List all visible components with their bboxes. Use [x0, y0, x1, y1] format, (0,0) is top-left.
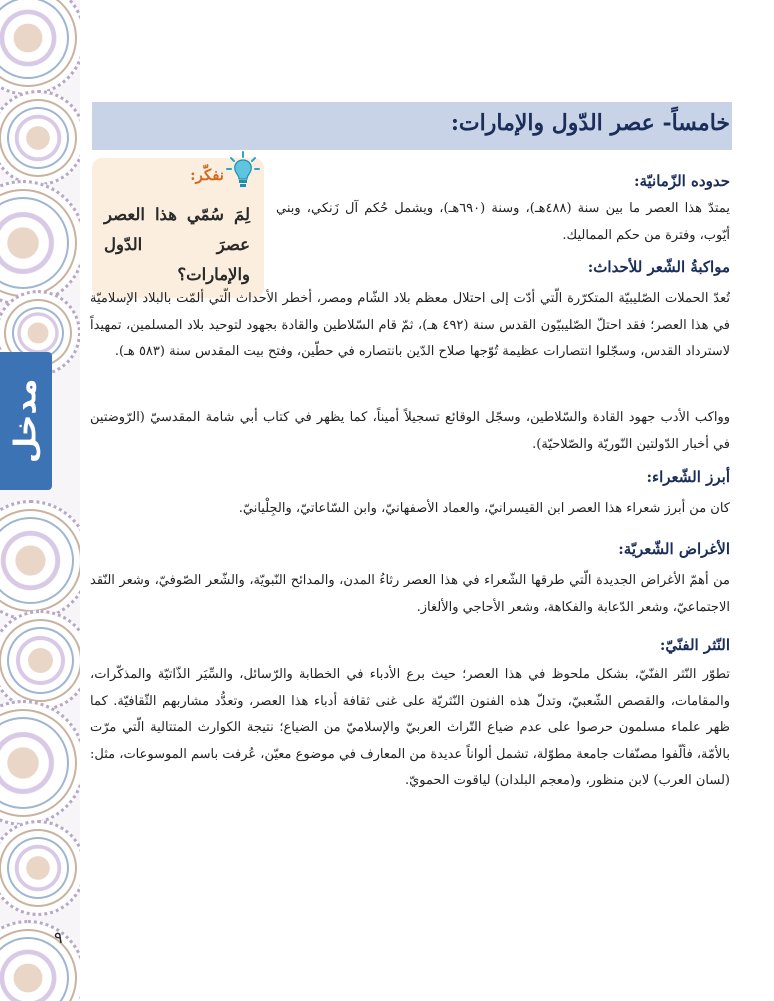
mandala-ornament	[0, 610, 80, 711]
mandala-ornament	[0, 700, 80, 826]
mandala-ornament	[0, 0, 80, 96]
think-label: نفكّر:	[190, 166, 224, 184]
mandala-ornament	[0, 90, 80, 186]
section-title: خامساً- عصر الدّول والإمارات:	[450, 110, 730, 136]
heading-artistic-prose: النّثر الفنّيّ:	[659, 636, 730, 654]
heading-poetic-purposes: الأغراض الشّعريّة:	[618, 540, 730, 558]
mandala-ornament	[0, 920, 80, 1001]
heading-notable-poets: أبرز الشّعراء:	[646, 468, 730, 486]
heading-poetry-events: مواكبةُ الشّعر للأحداث:	[587, 258, 730, 276]
heading-time-borders: حدوده الزّمانيّة:	[633, 172, 730, 190]
mandala-ornament	[0, 500, 80, 621]
chapter-tab-label: مدخل	[8, 378, 44, 464]
lightbulb-icon	[226, 150, 260, 190]
paragraph-poetry-events-1: تُعدّ الحملات الصّليبيّة المتكرّرة الّتي أدّت إلى احتلال معظم بلاد الشّام ومصر، أخطر الأحداث الّتي ألمّت بالبلاد الإسلاميّة في هذا العصر؛ فقد احتلّ الصّليبيّون القدس سنة (٤٩٢ هـ)، ثمّ قام السّلاطين والقادة بجهود لتوحيد بلاد المسلمين، تمهيداً لاسترداد القدس، وسجّلوا انتصارات عظيمة تُوّجها صلاح الدّين بانتصاره في حطّين، وفتح بيت المقدس سنة (٥٨٣ هـ).	[90, 291, 731, 359]
paragraph-poetry-events-2: وواكب الأدب جهود القادة والسّلاطين، وسجّل الوقائع تسجيلاً أميناً، كما يظهر في كتاب أبي شامة المقدسيّ (الرّوضتين في أخبار الدّولتين النّوريّة والصّلاحيّة).	[90, 410, 730, 452]
think-box	[92, 158, 264, 298]
paragraph-time-borders: يمتدّ هذا العصر ما بين سنة (٤٨٨هـ)، وسنة (٦٩٠هـ)، ويشمل حُكم آل زَنكي، وبني أيّوب، وفترة من حكم المماليك.	[276, 201, 730, 243]
paragraph-artistic-prose: تطوّر النّثر الفنّيّ، بشكل ملحوظ في هذا العصر؛ حيث برع الأدباء في الخطابة والرّسائل، والسِّيَر الذّاتيّة والمذكّرات، والمقامات، والقصص الشّعبيّ، وتدلّ هذه الفنون النّثريّة على غنى ثقافة أدباء هذا العصر، وتعدُّد مشاربهم الثّقافيّة. كما ظهر علماء مسلمون حرصوا على عدم ضياع التّراث العربيّ والإسلاميّ من الضياع؛ نتيجة الكوارث المتتالية الّتي مرّت بالأمّة، فألّفوا مصنّفات جامعة مطوّلة، تشمل ألواناً عديدة من المعارف في موضوع معيّن، عُرفت باسم الموسوعات، مثل: (لسان العرب) لابن منظور، و(معجم البلدان) لياقوت الحمويّ.	[90, 667, 730, 788]
think-question: لِمَ سُمّي هذا العصر عصرَ الدّول والإمارات؟	[104, 205, 250, 284]
paragraph-notable-poets: كان من أبرز شعراء هذا العصر ابن القيسرانيّ، والعماد الأصفهانيّ، وابن السّاعاتيّ، والجِلْيانيّ.	[238, 501, 730, 516]
mandala-ornament	[0, 820, 80, 916]
mandala-ornament	[0, 180, 80, 306]
decorative-border	[0, 0, 80, 1001]
page-number: ٩	[54, 928, 63, 947]
paragraph-poetic-purposes: من أهمّ الأغراض الجديدة الّتي طرقها الشّعراء في هذا العصر رثاءُ المدن، والمدائح النّبويّة، والشّعر الصّوفيّ، وشعر النّقد الاجتماعيّ، وشعر الدّعابة والفكاهة، وشعر الأحاجي والألغاز.	[90, 573, 730, 615]
